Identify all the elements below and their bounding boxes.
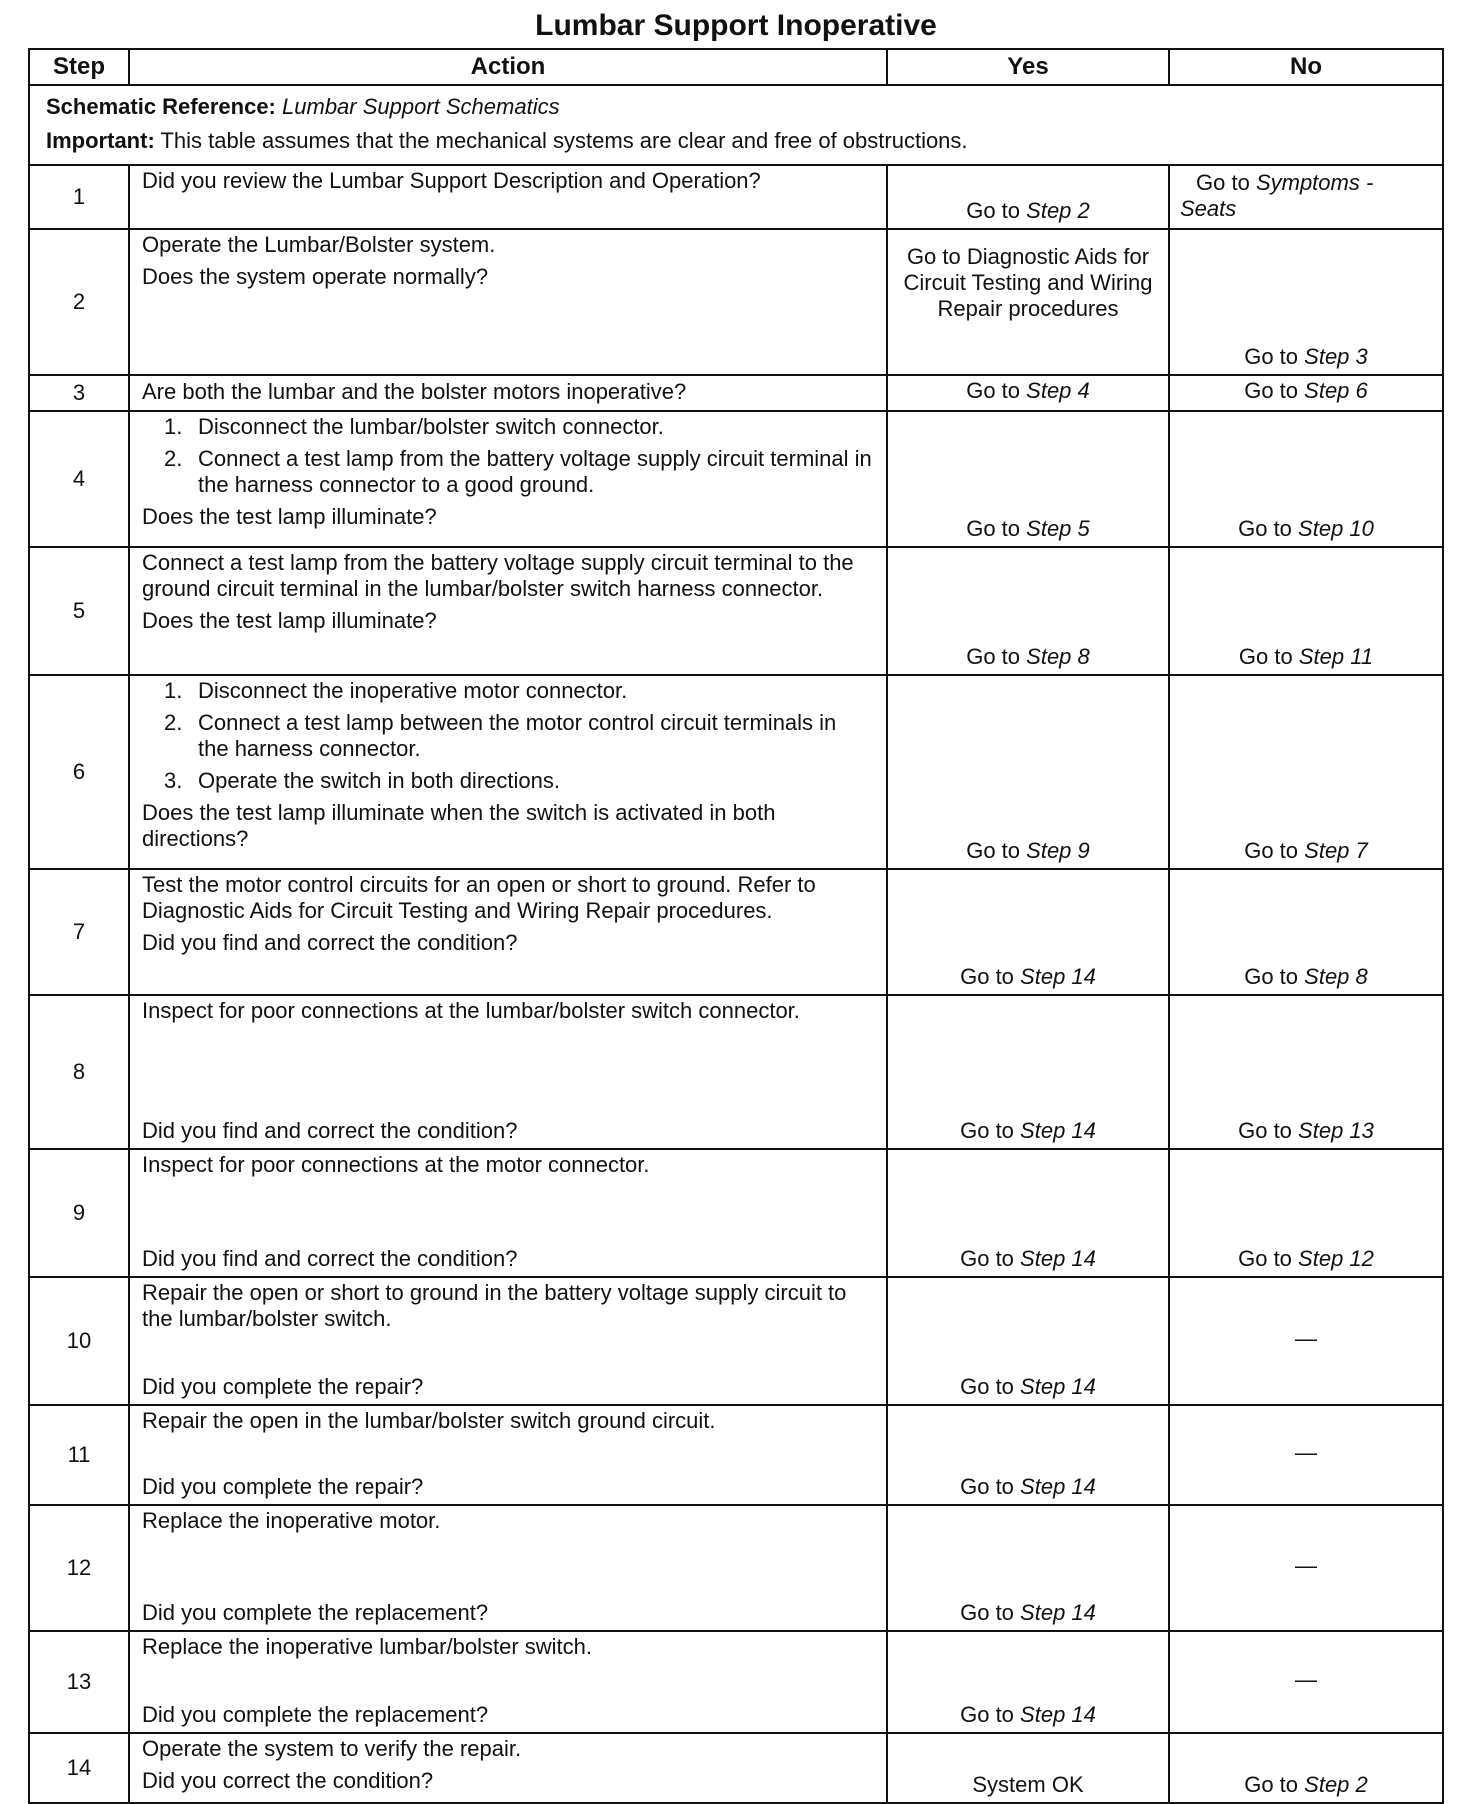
- no-cell: Go to Step 10: [1169, 411, 1443, 547]
- step-number: 8: [29, 995, 129, 1149]
- sub-steps: [142, 678, 872, 794]
- step-number: 2: [29, 229, 129, 375]
- table-row: [29, 1505, 1443, 1631]
- table-row: [29, 1405, 1443, 1505]
- no-cell: —: [1169, 1631, 1443, 1733]
- action-cell: Repair the open in the lumbar/bolster switch ground circuit. Did you complete the repair?: [129, 1405, 887, 1505]
- yes-cell: Go to Step 14: [887, 1631, 1169, 1733]
- action-cell: 1. Disconnect the lumbar/bolster switch connector. 2. Connect a test lamp from the battery voltage supply circuit terminal in the harness connector to a good ground. Does the test lamp illuminate?: [129, 411, 887, 547]
- table-row: [29, 995, 1443, 1149]
- action-cell: Replace the inoperative motor. Did you complete the replacement?: [129, 1505, 887, 1631]
- no-cell: Go to Step 2: [1169, 1733, 1443, 1803]
- table-row: [29, 675, 1443, 869]
- yes-cell: System OK: [887, 1733, 1169, 1803]
- diagnostic-table: [28, 48, 1444, 1804]
- action-cell: Inspect for poor connections at the lumbar/bolster switch connector. Did you find and correct the condition?: [129, 995, 887, 1149]
- schematic-reference: Schematic Reference: Lumbar Support Schematics: [46, 94, 560, 119]
- table-row: [29, 1733, 1443, 1803]
- no-cell: Go to Symptoms - Seats: [1169, 165, 1443, 229]
- table-row: [29, 1277, 1443, 1405]
- step-number: 6: [29, 675, 129, 869]
- yes-cell: Go to Step 14: [887, 1277, 1169, 1405]
- action-cell: 1. Disconnect the inoperative motor connector. 2. Connect a test lamp between the motor control circuit terminals in the harness connector. 3. Operate the switch in both directions. Does the test lamp illuminate when the switch is activated in both directions?: [129, 675, 887, 869]
- table-row: [29, 165, 1443, 229]
- step-number: 7: [29, 869, 129, 995]
- action-cell: Did you review the Lumbar Support Description and Operation?: [129, 165, 887, 229]
- step-number: 4: [29, 411, 129, 547]
- important-note: Important: This table assumes that the mechanical systems are clear and free of obstructions.: [46, 128, 968, 153]
- yes-cell: Go to Step 5: [887, 411, 1169, 547]
- no-cell: —: [1169, 1277, 1443, 1405]
- table-row: [29, 375, 1443, 411]
- action-cell: Repair the open or short to ground in the battery voltage supply circuit to the lumbar/bolster switch. Did you complete the repair?: [129, 1277, 887, 1405]
- no-cell: Go to Step 7: [1169, 675, 1443, 869]
- header-action: Action: [129, 49, 887, 85]
- yes-cell: Go to Step 4: [887, 375, 1169, 411]
- table-header-row: [29, 49, 1443, 85]
- step-number: 14: [29, 1733, 129, 1803]
- no-cell: Go to Step 13: [1169, 995, 1443, 1149]
- sub-steps: [142, 414, 872, 498]
- header-step: Step: [29, 49, 129, 85]
- table-row: [29, 869, 1443, 995]
- no-cell: Go to Step 12: [1169, 1149, 1443, 1277]
- action-cell: Inspect for poor connections at the motor connector. Did you find and correct the condition?: [129, 1149, 887, 1277]
- yes-cell: Go to Step 14: [887, 1149, 1169, 1277]
- step-number: 10: [29, 1277, 129, 1405]
- notes-row: [29, 85, 1443, 165]
- yes-cell: Go to Diagnostic Aids for Circuit Testing and Wiring Repair procedures: [887, 229, 1169, 375]
- list-item: 3. Operate the switch in both directions.: [164, 768, 560, 793]
- no-cell: Go to Step 8: [1169, 869, 1443, 995]
- step-number: 13: [29, 1631, 129, 1733]
- yes-cell: Go to Step 14: [887, 1405, 1169, 1505]
- action-cell: Are both the lumbar and the bolster motors inoperative?: [129, 375, 887, 411]
- yes-cell: Go to Step 14: [887, 1505, 1169, 1631]
- list-item: 2. Connect a test lamp between the motor control circuit terminals in the harness connector.: [164, 710, 837, 761]
- step-number: 5: [29, 547, 129, 675]
- table-row: [29, 411, 1443, 547]
- step-number: 1: [29, 165, 129, 229]
- step-number: 12: [29, 1505, 129, 1631]
- table-row: [29, 547, 1443, 675]
- table-row: [29, 1631, 1443, 1733]
- table-row: [29, 1149, 1443, 1277]
- list-item: 1. Disconnect the lumbar/bolster switch connector.: [164, 414, 664, 439]
- no-cell: Go to Step 11: [1169, 547, 1443, 675]
- header-no: No: [1169, 49, 1443, 85]
- action-cell: Operate the Lumbar/Bolster system. Does the system operate normally?: [129, 229, 887, 375]
- yes-cell: Go to Step 14: [887, 869, 1169, 995]
- step-number: 3: [29, 375, 129, 411]
- step-number: 9: [29, 1149, 129, 1277]
- no-cell: Go to Step 3: [1169, 229, 1443, 375]
- yes-cell: Go to Step 14: [887, 995, 1169, 1149]
- yes-cell: Go to Step 8: [887, 547, 1169, 675]
- list-item: 1. Disconnect the inoperative motor connector.: [164, 678, 628, 703]
- yes-cell: Go to Step 9: [887, 675, 1169, 869]
- page-title: Lumbar Support Inoperative: [535, 9, 937, 42]
- action-cell: Replace the inoperative lumbar/bolster switch. Did you complete the replacement?: [129, 1631, 887, 1733]
- action-cell: Operate the system to verify the repair. Did you correct the condition?: [129, 1733, 887, 1803]
- list-item: 2. Connect a test lamp from the battery voltage supply circuit terminal in the harness connector to a good ground.: [164, 446, 872, 497]
- header-yes: Yes: [887, 49, 1169, 85]
- step-number: 11: [29, 1405, 129, 1505]
- no-cell: Go to Step 6: [1169, 375, 1443, 411]
- action-cell: Test the motor control circuits for an open or short to ground. Refer to Diagnostic Aids for Circuit Testing and Wiring Repair procedures. Did you find and correct the condition?: [129, 869, 887, 995]
- no-cell: —: [1169, 1405, 1443, 1505]
- action-cell: Connect a test lamp from the battery voltage supply circuit terminal to the ground circuit terminal in the lumbar/bolster switch harness connector. Does the test lamp illuminate?: [129, 547, 887, 675]
- yes-cell: Go to Step 2: [887, 165, 1169, 229]
- table-row: [29, 229, 1443, 375]
- no-cell: —: [1169, 1505, 1443, 1631]
